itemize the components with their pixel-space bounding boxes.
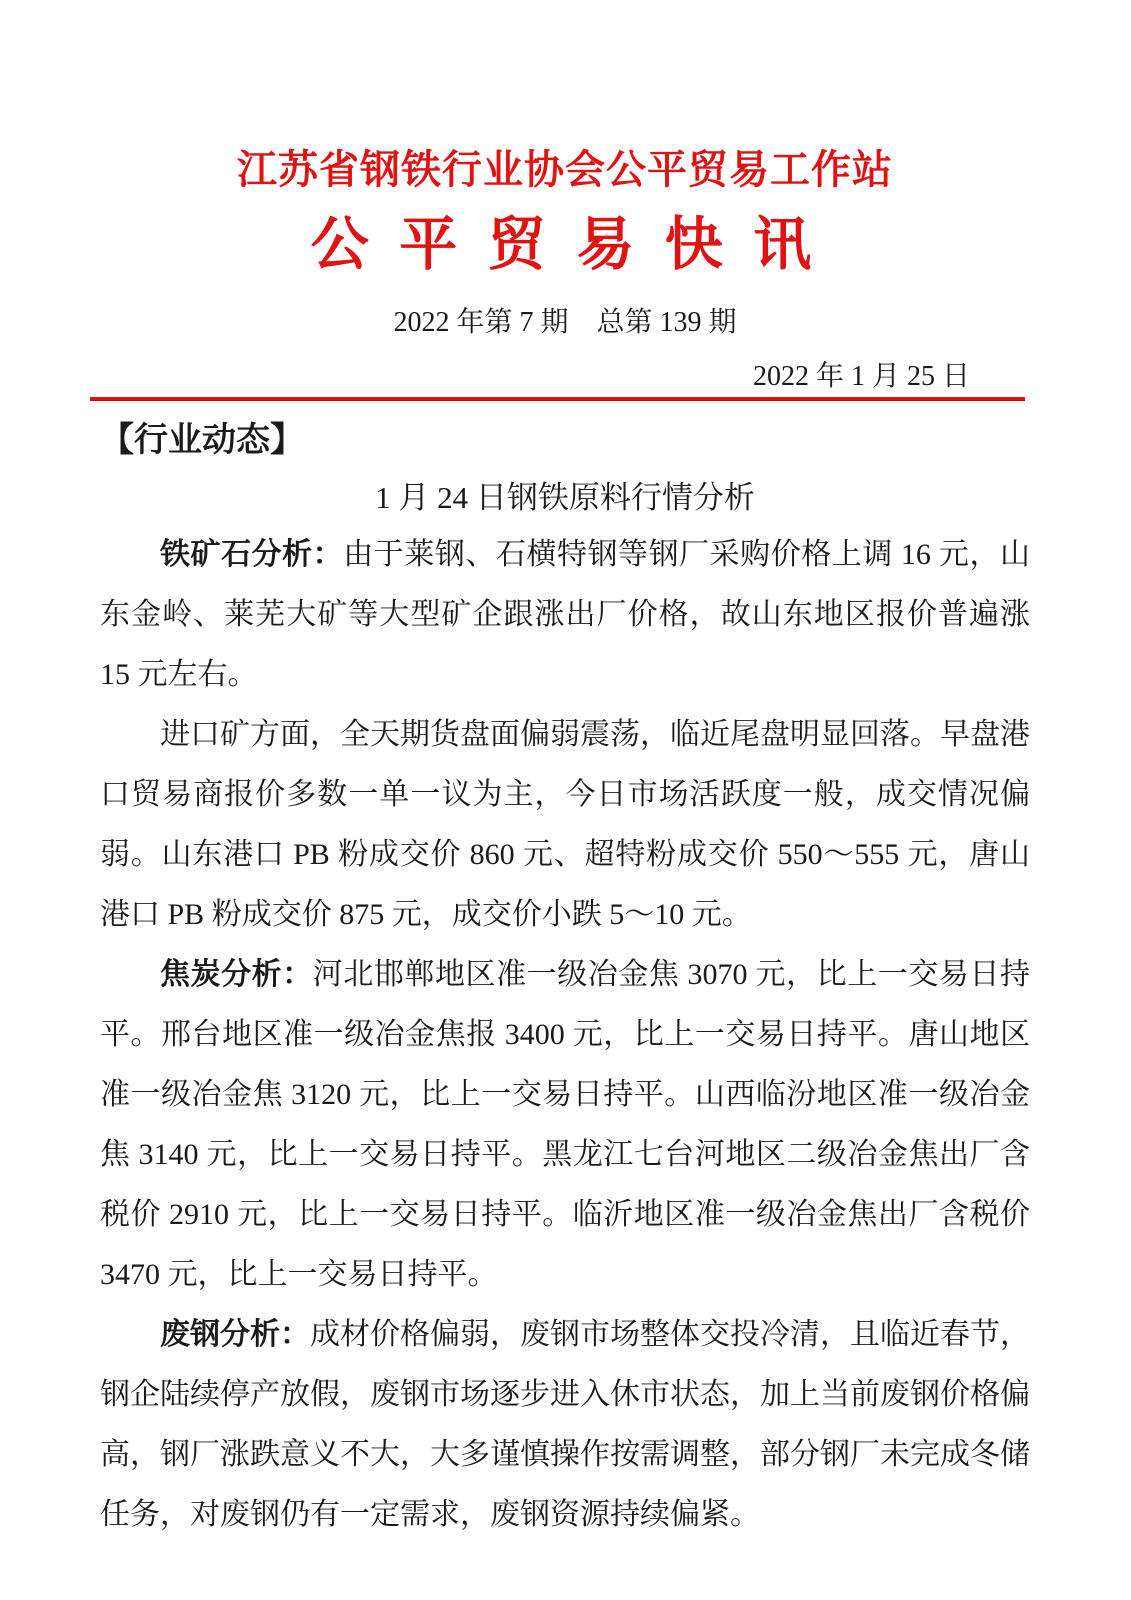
- paragraph-lead-coke: 焦炭分析：: [160, 958, 313, 991]
- paragraph-body-imported-ore: 进口矿方面，全天期货盘面偏弱震荡，临近尾盘明显回落。早盘港口贸易商报价多数一单一议为主，今日市场活跃度一般，成交情况偏弱。山东港口 PB 粉成交价 860 元、超特粉成交价 550～555 元，唐山港口 PB 粉成交价 875 元，成交价小跌 5～10 元。: [100, 718, 1030, 931]
- paragraph-lead-iron-ore: 铁矿石分析：: [160, 538, 344, 571]
- article-title: 1 月 24 日钢铁原料行情分析: [375, 480, 755, 515]
- paragraph-scrap-steel: [100, 1305, 1030, 1545]
- publication-date: 2022 年 1 月 25 日: [752, 361, 970, 392]
- issue-number-line: 2022 年第 7 期 总第 139 期: [393, 307, 737, 338]
- paragraph-body-coke: 河北邯郸地区准一级冶金焦 3070 元，比上一交易日持平。邢台地区准一级冶金焦报 3400 元，比上一交易日持平。唐山地区准一级冶金焦 3120 元，比上一交易日持平。山西临汾地区准一级冶金焦 3140 元，比上一交易日持平。黑龙江七台河地区二级冶金焦出厂含税价 2910 元，比上一交易日持平。临沂地区准一级冶金焦出厂含税价 3470 元，比上一交易日持平。: [100, 958, 1031, 1291]
- paragraph-body-iron-ore: 由于莱钢、石横特钢等钢厂采购价格上调 16 元，山东金岭、莱芜大矿等大型矿企跟涨出厂价格，故山东地区报价普遍涨 15 元左右。: [100, 538, 1031, 691]
- paragraph-imported-ore: [100, 705, 1030, 945]
- bulletin-masthead: 公 平 贸 易 快 讯: [310, 212, 820, 277]
- paragraph-coke: [100, 945, 1030, 1305]
- paragraph-body-scrap-steel: 成材价格偏弱，废钢市场整体交投冷清，且临近春节，钢企陆续停产放假，废钢市场逐步进入休市状态，加上当前废钢价格偏高，钢厂涨跌意义不大，大多谨慎操作按需调整，部分钢厂未完成冬储任务，对废钢仍有一定需求，废钢资源持续偏紧。: [100, 1318, 1030, 1531]
- article-body: [100, 525, 1030, 1545]
- red-divider-rule: [90, 397, 1025, 401]
- paragraph-iron-ore: [100, 525, 1030, 705]
- paragraph-lead-scrap-steel: 废钢分析：: [160, 1318, 310, 1351]
- section-heading-industry-news: 【行业动态】: [100, 422, 304, 459]
- organization-title: 江苏省钢铁行业协会公平贸易工作站: [237, 147, 893, 192]
